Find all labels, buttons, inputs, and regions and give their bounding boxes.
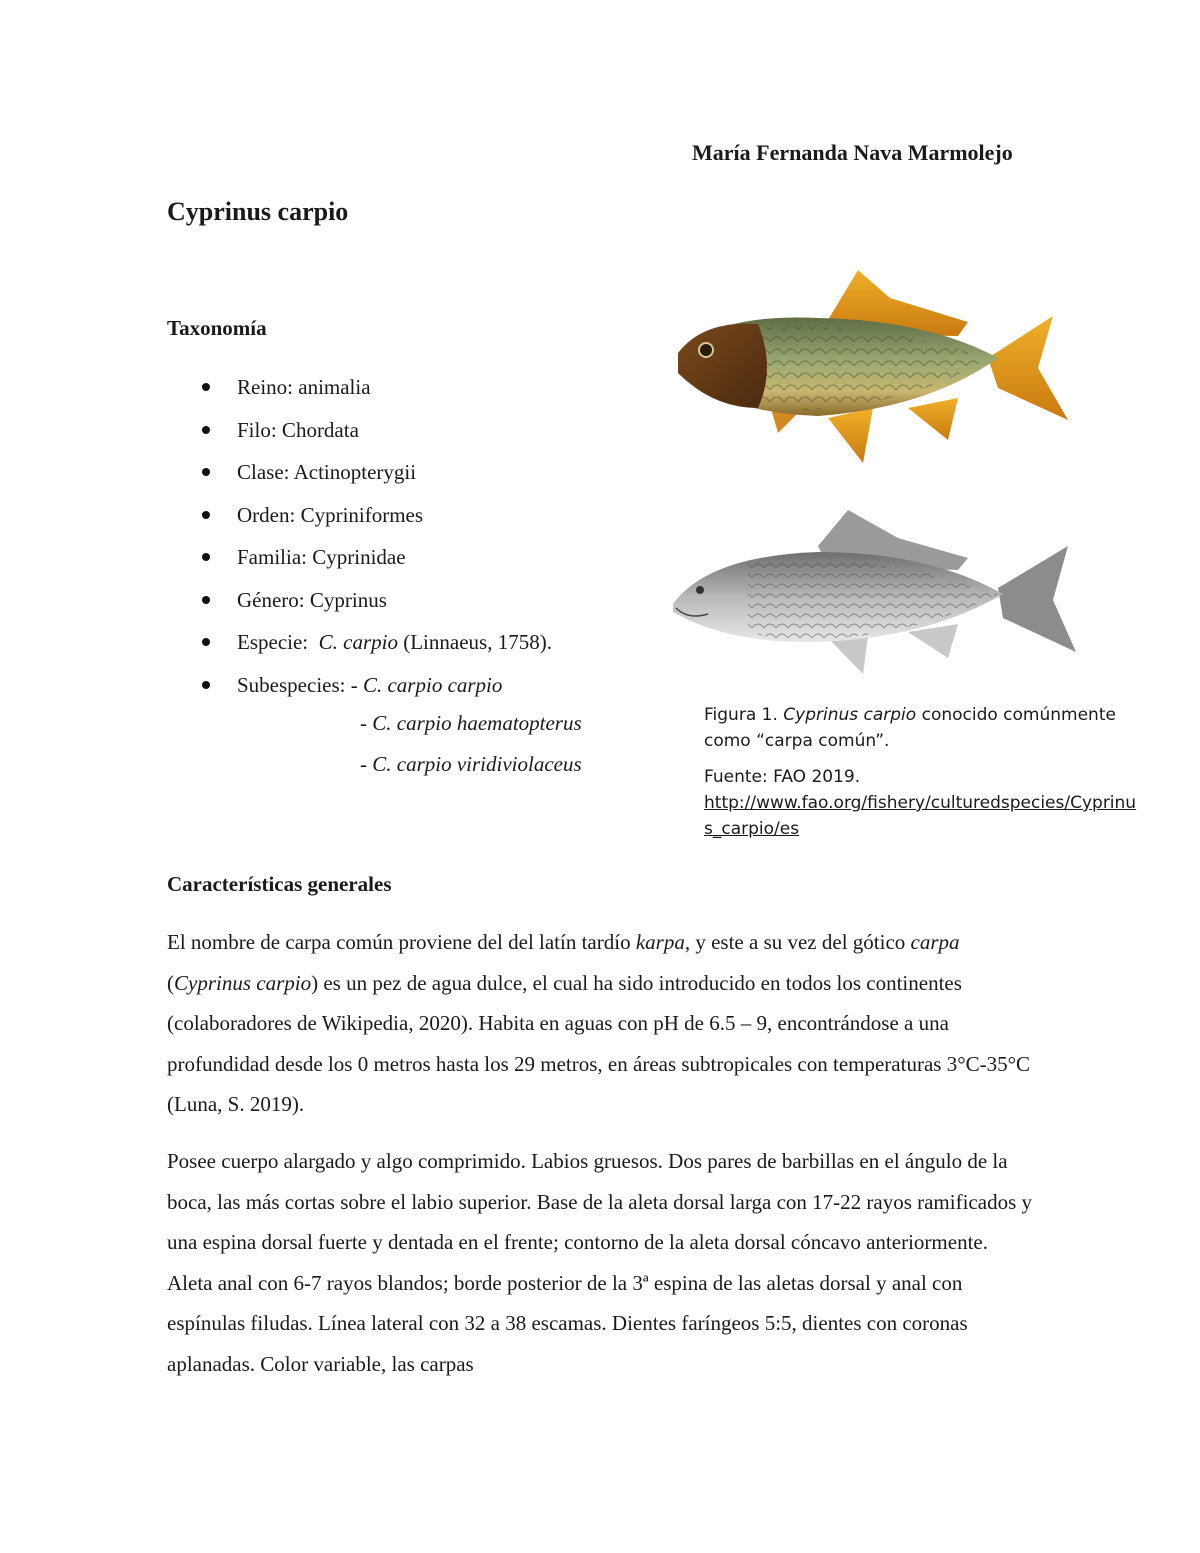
paragraph-1 bbox=[167, 922, 1037, 1125]
golden-carp-photo bbox=[658, 258, 1072, 486]
taxon-especie bbox=[237, 630, 552, 654]
taxon-clase: Clase: Actinopterygii bbox=[237, 460, 417, 484]
taxonomy-heading: Taxonomía bbox=[167, 316, 267, 340]
caption-suffix: conocido comúnmente como “carpa común”. bbox=[704, 705, 1116, 751]
list-item bbox=[197, 414, 657, 457]
document-title: Cyprinus carpio bbox=[167, 197, 349, 226]
caption-source: Fuente: FAO 2019. bbox=[704, 767, 861, 787]
subspecies-name: C. carpio haematopterus bbox=[372, 711, 582, 735]
text-run: , y este a su vez del gótico bbox=[684, 930, 911, 954]
especie-name: C. carpio bbox=[318, 630, 398, 654]
taxon-filo: Filo: Chordata bbox=[237, 417, 359, 442]
bullet-icon bbox=[202, 511, 210, 519]
bullet-icon bbox=[202, 383, 210, 391]
subspecies-name: C. carpio viridiviolaceus bbox=[372, 752, 582, 776]
dash: - bbox=[360, 752, 373, 776]
text-run: ( bbox=[167, 970, 174, 995]
general-heading: Características generales bbox=[167, 872, 392, 896]
text-run-italic: carpa bbox=[910, 930, 960, 954]
grey-carp-illustration bbox=[668, 508, 1078, 676]
taxon-genero: Género: Cyprinus bbox=[237, 587, 387, 612]
text-run: El nombre de carpa común proviene del del latín tardío bbox=[167, 930, 636, 954]
figure-caption bbox=[704, 702, 1144, 842]
bullet-icon bbox=[202, 426, 210, 434]
text-run-italic: karpa bbox=[635, 930, 685, 954]
taxon-orden: Orden: Cypriniformes bbox=[237, 502, 424, 527]
bullet-icon bbox=[202, 553, 210, 561]
list-item bbox=[197, 626, 657, 669]
bullet-icon bbox=[202, 638, 210, 646]
list-item bbox=[197, 456, 657, 499]
paragraph-2: Posee cuerpo alargado y algo comprimido. Labios gruesos. Dos pares de barbillas en el ángulo de la boca, las más cortas sobre el labio superior. Base de la aleta dorsal larga con 17-22 rayos ramificados y una espina dorsal fuerte y dentada en el frente; contorno de la aleta dorsal cóncavo anteriormente. Aleta anal con 6-7 rayos blandos; borde posterior de la 3ª espina de las aletas dorsal y anal con espínulas filudas. Línea lateral con 32 a 38 escamas. Dientes faríngeos 5:5, dientes con coronas aplanadas. Color variable, las carpas bbox=[167, 1149, 1032, 1376]
caption-prefix: Figura 1. bbox=[704, 705, 784, 725]
especie-prefix: Especie: bbox=[237, 630, 319, 654]
caption-species: Cyprinus carpio bbox=[783, 705, 917, 725]
caption-text bbox=[704, 702, 1144, 754]
dash: - bbox=[360, 711, 373, 735]
taxonomy-list bbox=[197, 371, 657, 711]
author-name: María Fernanda Nava Marmolejo bbox=[692, 140, 1013, 165]
subspecies-line-2 bbox=[360, 711, 582, 736]
list-item bbox=[197, 584, 657, 627]
taxon-familia: Familia: Cyprinidae bbox=[237, 545, 406, 569]
list-item bbox=[197, 669, 657, 712]
subespecies-prefix: Subespecies: - bbox=[237, 672, 363, 697]
taxon-reino: Reino: animalia bbox=[237, 375, 371, 399]
subspecies-line-3 bbox=[360, 752, 582, 777]
text-run: ) es un pez de agua dulce, el cual ha sido introducido en todos los continentes (colaboradores de Wikipedia, 2020). Habita en aguas con pH de 6.5 – 9, encontrándose a una profundidad desde los 0 metros hasta los 29 metros, en áreas subtropicales con temperaturas 3°C-35°C (Luna, S. 2019). bbox=[167, 970, 1030, 1116]
taxon-subespecies bbox=[237, 673, 502, 697]
bullet-icon bbox=[202, 681, 210, 689]
bullet-icon bbox=[202, 468, 210, 476]
source-link[interactable]: http://www.fao.org/fishery/culturedspecies/Cyprinus_carpio/es bbox=[704, 793, 1137, 839]
list-item bbox=[197, 371, 657, 414]
bullet-icon bbox=[202, 596, 210, 604]
text-run-italic: Cyprinus carpio bbox=[174, 970, 312, 995]
subespecies-name: C. carpio carpio bbox=[362, 672, 503, 697]
especie-suffix: (Linnaeus, 1758). bbox=[397, 630, 552, 654]
list-item bbox=[197, 499, 657, 542]
list-item bbox=[197, 541, 657, 584]
